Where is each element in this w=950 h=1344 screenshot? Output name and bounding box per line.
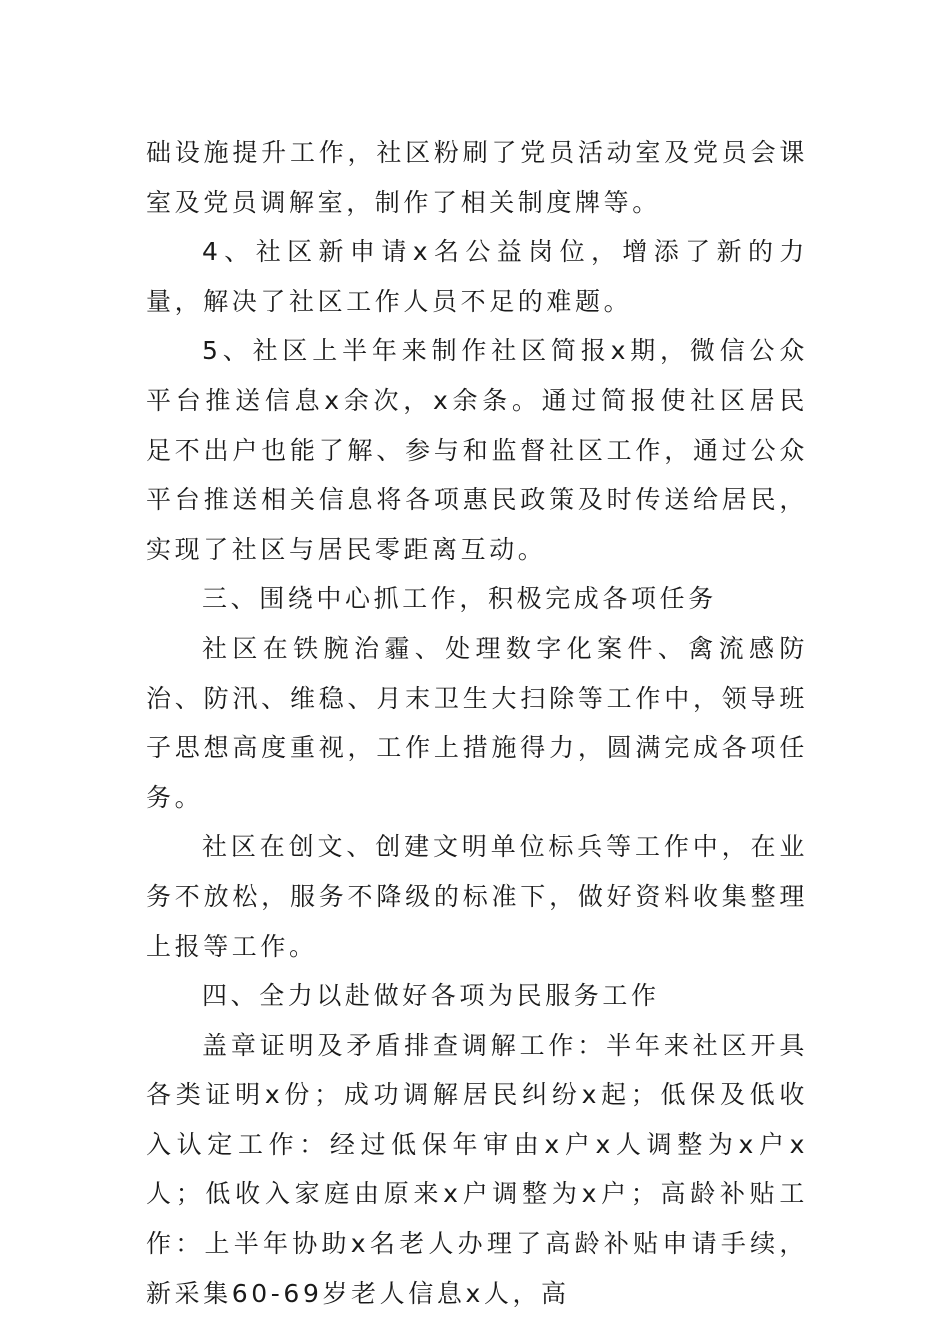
paragraph-item-4-public-posts: 4、社区新申请x名公益岗位，增添了新的力量，解决了社区工作人员不足的难题。 — [146, 237, 808, 316]
paragraph-civilization-work: 社区在创文、创建文明单位标兵等工作中，在业务不放松，服务不降级的标准下，做好资料收集整理上报等工作。 — [146, 832, 808, 961]
section-heading-4: 四、全力以赴做好各项为民服务工作 — [202, 981, 660, 1011]
paragraph-item-5-bulletin-wechat: 5、社区上半年来制作社区简报x期，微信公众平台推送信息x余次，x余条。通过简报使社区居民足不出户也能了解、参与和监督社区工作，通过公众平台推送相关信息将各项惠民政策及时传送给居民，实现了社区与居民零距离互动。 — [146, 336, 808, 564]
paragraph-resident-services: 盖章证明及矛盾排查调解工作：半年来社区开具各类证明x份；成功调解居民纠纷x起；低保及低收入认定工作：经过低保年审由x户x人调整为x户x人；低收入家庭由原来x户调整为x户；高龄补贴工作：上半年协助x名老人办理了高龄补贴申请手续，新采集60-69岁老人信息x人，高 — [146, 1030, 808, 1308]
paragraph-central-tasks: 社区在铁腕治霾、处理数字化案件、禽流感防治、防汛、维稳、月末卫生大扫除等工作中，领导班子思想高度重视，工作上措施得力，圆满完成各项任务。 — [146, 633, 808, 812]
paragraph-facility-upgrade: 础设施提升工作，社区粉刷了党员活动室及党员会课室及党员调解室，制作了相关制度牌等。 — [146, 138, 808, 217]
section-heading-3: 三、围绕中心抓工作，积极完成各项任务 — [202, 584, 717, 614]
document-body — [146, 128, 808, 1318]
